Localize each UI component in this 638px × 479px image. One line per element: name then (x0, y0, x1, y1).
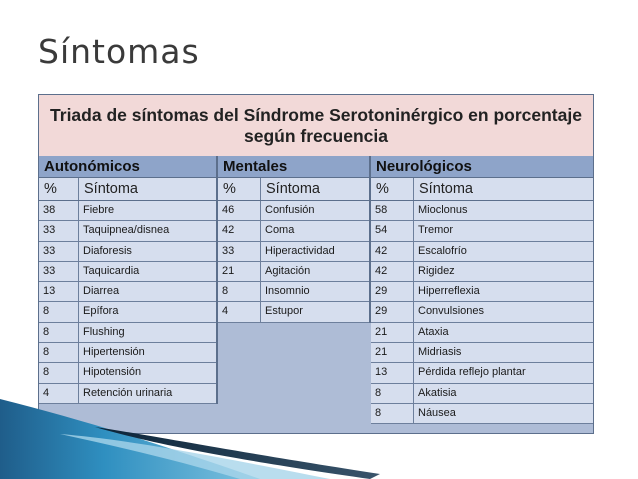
pct-cell: 33 (218, 242, 261, 261)
symptom-cell: Flushing (83, 325, 125, 338)
table-row (39, 343, 216, 363)
pct-cell: 42 (371, 242, 414, 261)
pct-cell: 4 (218, 302, 261, 321)
pct-cell: 8 (39, 363, 79, 382)
pct-header: % (371, 178, 414, 200)
table-row (218, 282, 369, 302)
pct-cell: 33 (39, 242, 79, 261)
pct-cell: 42 (218, 221, 261, 240)
symptom-cell: Diaforesis (83, 244, 132, 257)
slide-title: Síntomas (38, 32, 200, 71)
symptom-table (38, 94, 594, 434)
symptom-cell: Hipotensión (83, 366, 142, 379)
pct-cell: 21 (371, 323, 414, 342)
table-row (39, 201, 216, 221)
table-row (371, 242, 593, 262)
pct-cell: 29 (371, 282, 414, 301)
symptom-header: Síntoma (419, 181, 473, 197)
table-row (371, 221, 593, 241)
caption-line-1: Triada de síntomas del Síndrome Serotoninérgico en porcentaje (50, 104, 582, 125)
table-row (218, 221, 369, 241)
table-row (39, 302, 216, 322)
caption-line-2: según frecuencia (244, 125, 388, 146)
pct-cell: 21 (371, 343, 414, 362)
table-row (39, 363, 216, 383)
pct-cell: 8 (371, 384, 414, 403)
symptom-cell: Ataxia (418, 325, 449, 338)
symptom-cell: Retención urinaria (83, 386, 173, 399)
pct-cell: 46 (218, 201, 261, 220)
pct-cell: 13 (39, 282, 79, 301)
symptom-header: Síntoma (84, 181, 138, 197)
symptom-cell: Escalofrío (418, 244, 467, 257)
table-caption (39, 95, 593, 157)
pct-header: % (218, 178, 261, 200)
symptom-cell: Epífora (83, 305, 119, 318)
symptom-cell: Hiperreflexia (418, 285, 480, 298)
symptom-cell: Hiperactividad (265, 244, 335, 257)
pct-cell: 33 (39, 221, 79, 240)
pct-cell: 4 (39, 384, 79, 403)
symptom-header: Síntoma (266, 181, 320, 197)
symptom-cell: Náusea (418, 406, 456, 419)
group-header: Neurológicos (371, 156, 593, 178)
symptom-cell: Confusión (265, 204, 315, 216)
table-row (39, 282, 216, 302)
table-row (218, 201, 369, 221)
sub-header (218, 178, 369, 201)
symptom-cell: Taquipnea/disnea (83, 224, 170, 237)
group-header: Autonómicos (39, 156, 216, 178)
symptom-cell: Fiebre (83, 204, 115, 216)
group-header: Mentales (218, 156, 369, 178)
table-row (218, 242, 369, 262)
symptom-cell: Hipertensión (83, 346, 145, 359)
column-neurologicos (371, 156, 593, 424)
pct-cell: 54 (371, 221, 414, 240)
symptom-cell: Midriasis (418, 346, 462, 359)
sub-header (371, 178, 593, 201)
pct-cell: 33 (39, 262, 79, 281)
column-autonomicos (39, 156, 218, 404)
pct-cell: 8 (39, 323, 79, 342)
symptom-cell: Coma (265, 224, 295, 237)
symptom-cell: Rigidez (418, 264, 455, 277)
table-row (371, 363, 593, 383)
symptom-cell: Pérdida reflejo plantar (418, 366, 526, 379)
symptom-cell: Mioclonus (418, 204, 468, 216)
table-row (39, 323, 216, 343)
table-row (371, 343, 593, 363)
pct-cell: 58 (371, 201, 414, 220)
symptom-cell: Tremor (418, 224, 454, 237)
pct-cell: 8 (218, 282, 261, 301)
symptom-cell: Agitación (265, 264, 311, 277)
pct-cell: 38 (39, 201, 79, 220)
table-row (39, 262, 216, 282)
symptom-cell: Estupor (265, 305, 303, 318)
pct-cell: 42 (371, 262, 414, 281)
table-row (371, 323, 593, 343)
table-row (39, 242, 216, 262)
table-row (218, 302, 369, 322)
table-row (371, 282, 593, 302)
table-row (371, 201, 593, 221)
symptom-cell: Akatisia (418, 386, 457, 399)
pct-cell: 8 (39, 302, 79, 321)
pct-cell: 29 (371, 302, 414, 321)
symptom-cell: Convulsiones (418, 305, 485, 318)
pct-cell: 8 (39, 343, 79, 362)
symptom-cell: Insomnio (265, 285, 310, 298)
pct-cell: 21 (218, 262, 261, 281)
table-row (218, 262, 369, 282)
pct-cell: 13 (371, 363, 414, 382)
table-row (39, 221, 216, 241)
table-row (371, 262, 593, 282)
decorative-swoosh (0, 389, 638, 479)
sub-header (39, 178, 216, 201)
symptom-cell: Taquicardia (83, 264, 140, 277)
pct-cell: 8 (371, 404, 414, 423)
column-mentales (218, 156, 371, 323)
table-row (371, 302, 593, 322)
symptom-cell: Diarrea (83, 285, 120, 298)
pct-header: % (39, 178, 79, 200)
